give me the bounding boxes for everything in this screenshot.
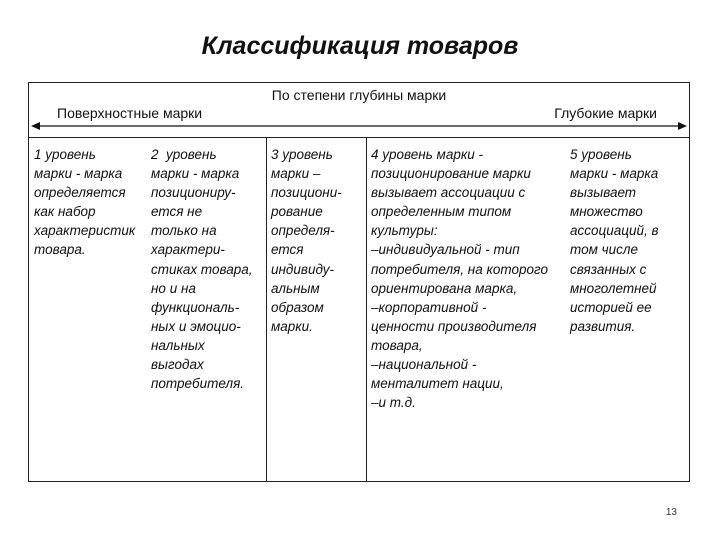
level-1-line: 1 уровень: [34, 147, 96, 162]
level-4-line: товара,: [371, 337, 423, 353]
depth-label: По степени глубины марки: [271, 87, 447, 103]
level-3-line: марки.: [271, 318, 313, 334]
level-2-line: марки - марка: [151, 166, 240, 182]
level-4-line: вызывает ассоциации с: [371, 185, 526, 201]
level-5-line: множество: [570, 204, 643, 220]
level-4-line: ориентирована марка,: [371, 280, 518, 296]
page-number: 13: [665, 507, 677, 518]
table-header: [29, 83, 689, 138]
level-3-line: рование: [271, 204, 323, 220]
level-3-line: позициони-: [271, 185, 342, 201]
level-2-line: только на: [151, 223, 217, 239]
level-4-line: 4 уровень марки -: [371, 147, 483, 162]
slide-title: Классификация товаров: [201, 32, 519, 60]
level-3-line: образом: [271, 299, 324, 315]
level-4-line: –национальной -: [371, 357, 477, 373]
level-5-line: многолетней: [570, 280, 657, 296]
level-2-line: функциональ-: [151, 299, 240, 315]
level-5-line: историей ее: [570, 299, 652, 315]
level-5-column: [570, 145, 659, 336]
level-3-line: марки –: [271, 166, 321, 182]
double-arrow-icon: [31, 121, 687, 131]
level-3-line: 3 уровень: [271, 147, 333, 162]
level-2-line: стиках товара,: [151, 261, 253, 277]
level-1-line: товара.: [34, 242, 86, 258]
column-divider: [266, 137, 267, 481]
classification-table: [28, 82, 690, 482]
level-3-column: [271, 145, 342, 336]
level-4-line: менталитет нации,: [371, 376, 504, 392]
level-5-line: связанных с: [570, 261, 647, 277]
level-5-line: том числе: [570, 242, 638, 258]
column-divider: [366, 137, 367, 481]
level-2-line: нальных: [151, 337, 205, 353]
level-4-line: потребителя, на которого: [371, 261, 548, 277]
level-3-line: определя-: [271, 223, 335, 239]
surface-brands-label: Поверхностные марки: [57, 105, 203, 121]
level-4-line: позиционирование марки: [371, 166, 531, 182]
level-4-line: –корпоративной -: [371, 299, 487, 315]
level-5-line: ассоциаций, в: [570, 223, 659, 239]
level-2-line: потребителя.: [151, 376, 245, 392]
level-3-line: ется: [271, 242, 304, 258]
level-1-line: определяется: [34, 185, 126, 201]
level-4-line: определенным типом: [371, 204, 512, 220]
level-1-line: характеристик: [34, 223, 136, 239]
level-2-column: [151, 145, 253, 393]
level-4-line: культуры:: [371, 223, 438, 239]
level-2-line: ется не: [151, 204, 203, 220]
level-5-line: вызывает: [570, 185, 637, 201]
level-2-line: характери-: [151, 242, 225, 258]
level-2-line: 2 уровень: [151, 147, 217, 162]
level-2-line: позициониру-: [151, 185, 236, 201]
level-4-line: ценности производителя: [371, 318, 537, 334]
level-1-line: марки - марка: [34, 166, 123, 182]
deep-brands-label: Глубокие марки: [554, 105, 657, 121]
level-4-line: –и т.д.: [371, 395, 416, 411]
level-5-line: 5 уровень: [570, 147, 632, 162]
level-2-line: выгодах: [151, 357, 204, 373]
level-3-line: индивиду-: [271, 261, 335, 277]
level-2-line: ных и эмоцио-: [151, 318, 241, 334]
level-4-column: [371, 145, 548, 412]
level-1-line: как набор: [34, 204, 96, 220]
level-3-line: альным: [271, 280, 320, 296]
level-1-column: [34, 145, 135, 260]
level-5-line: развития.: [570, 318, 636, 334]
level-4-line: –индивидуальной - тип: [371, 242, 520, 258]
level-2-line: но и на: [151, 280, 196, 296]
level-5-line: марки - марка: [570, 166, 659, 182]
